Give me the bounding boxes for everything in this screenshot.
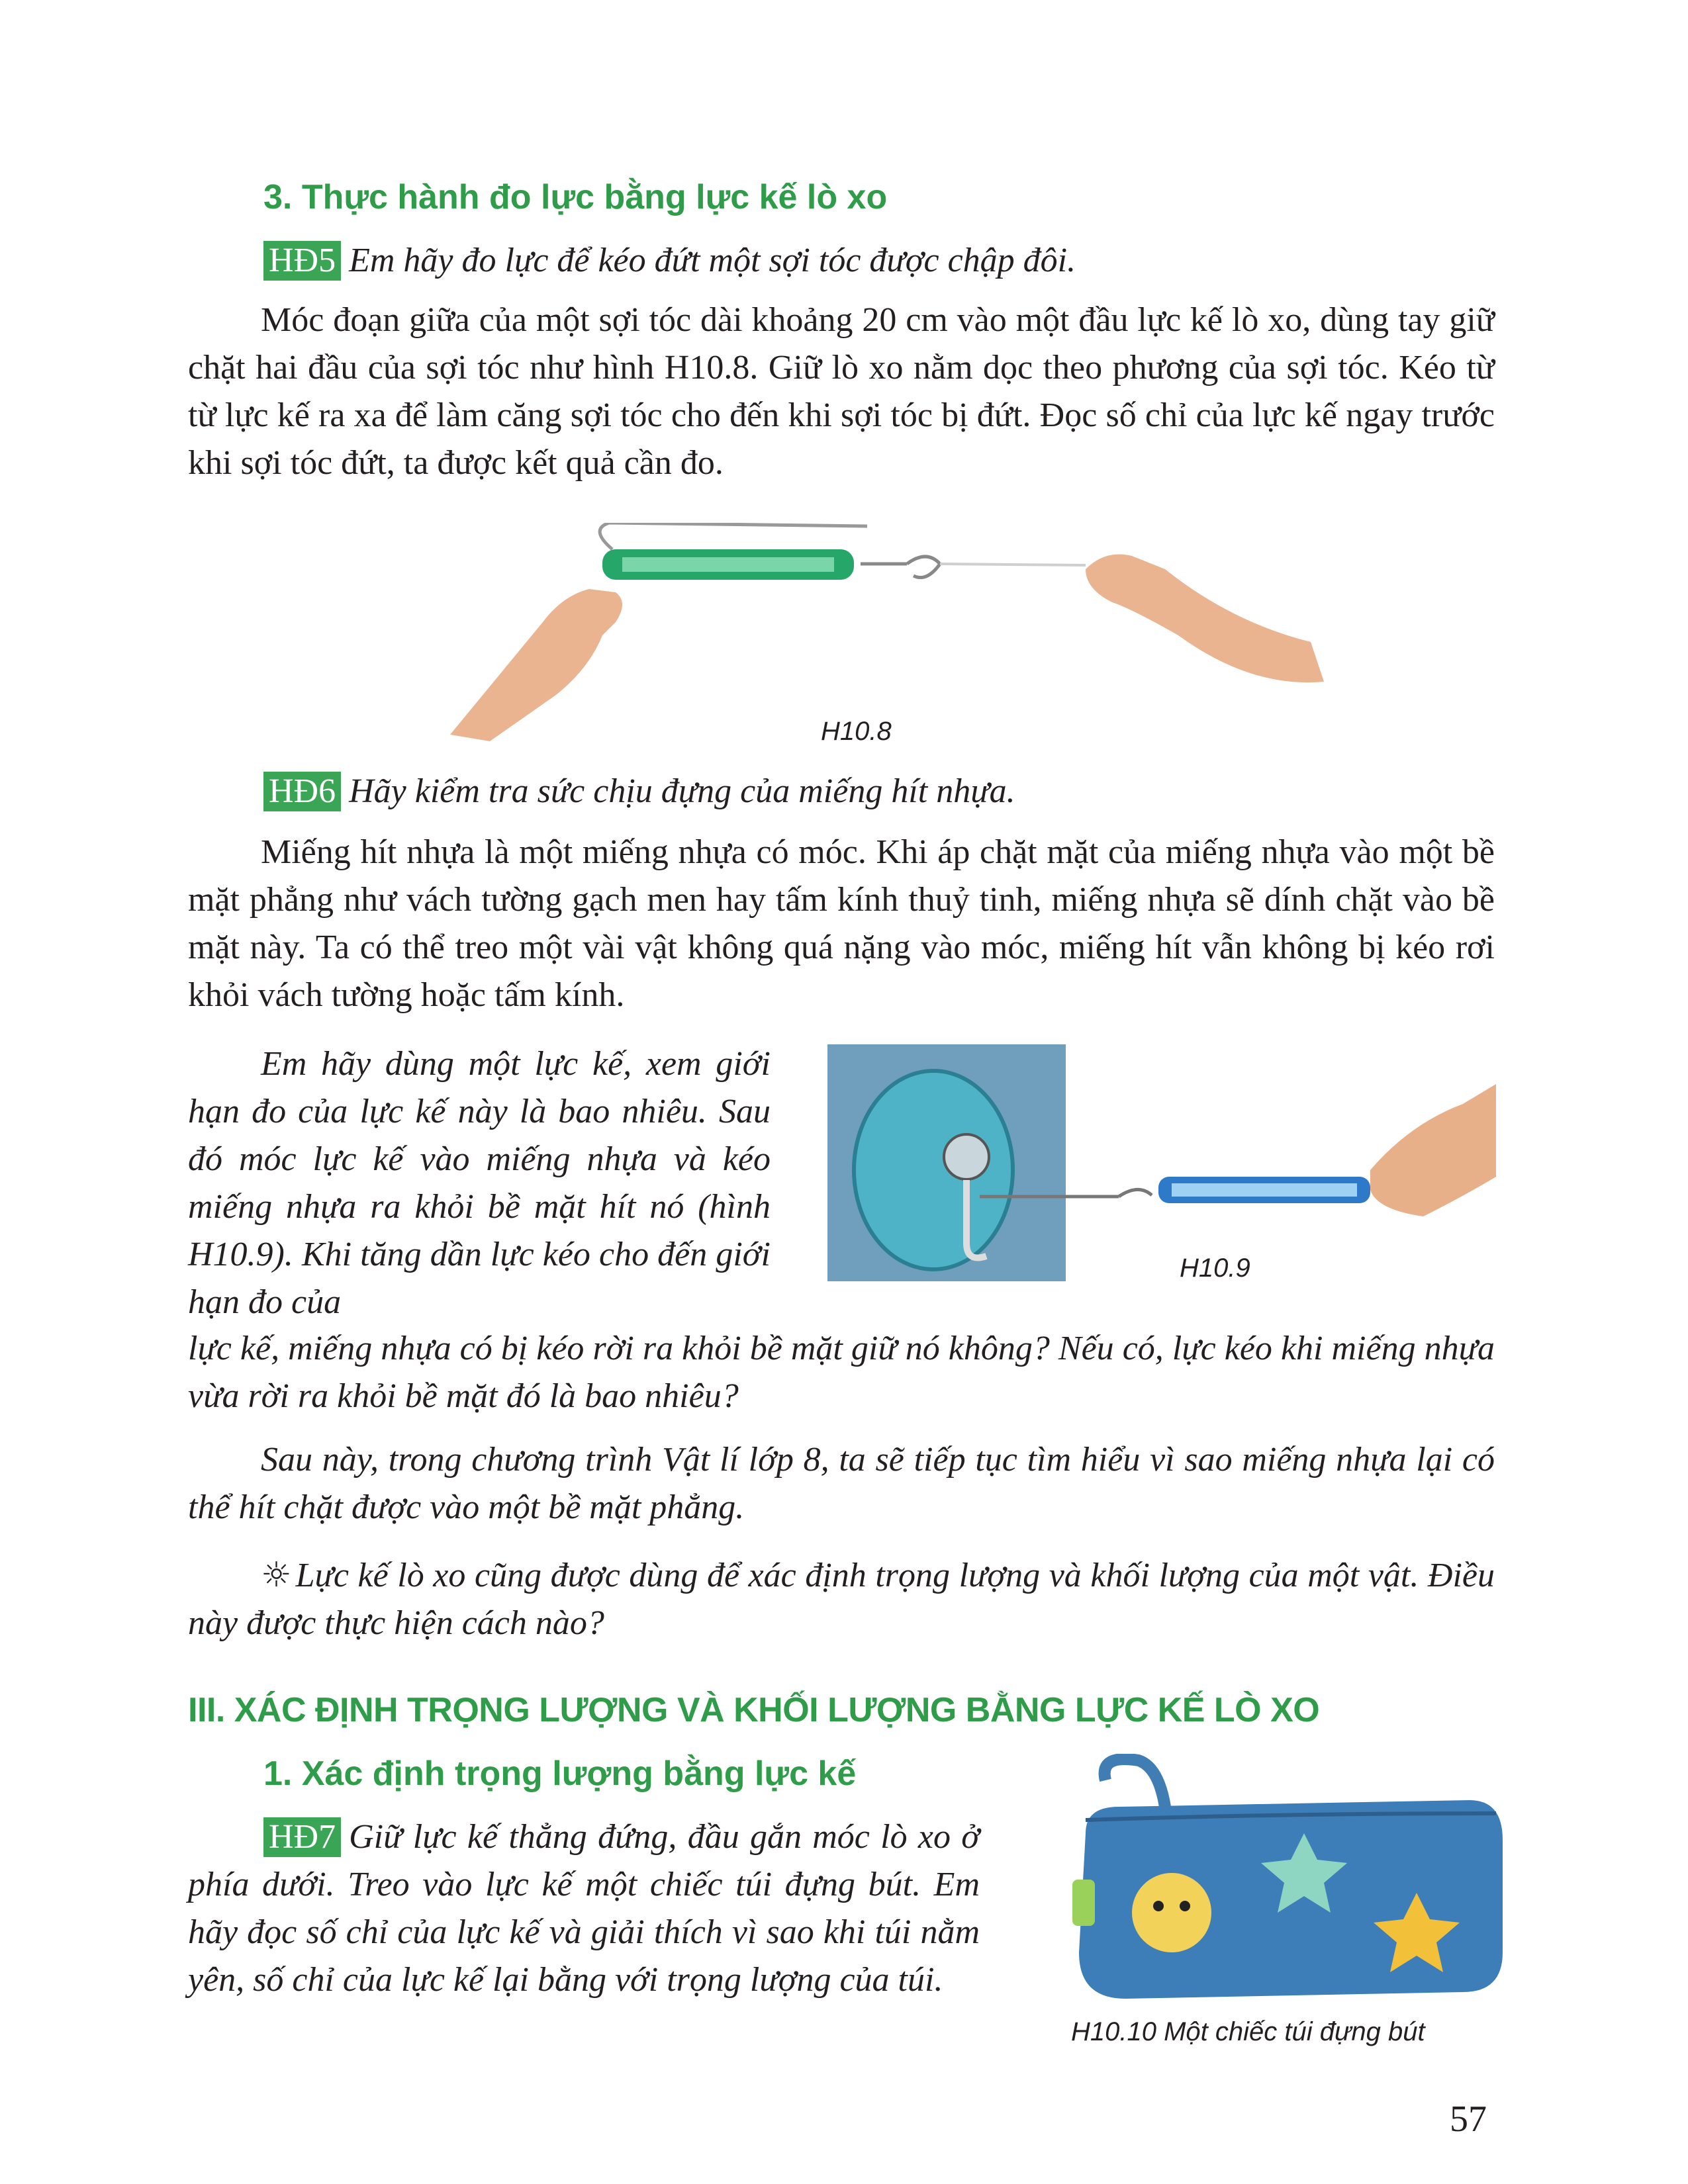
sun-icon: ☼ xyxy=(261,1555,292,1595)
figure-h10-9-caption: H10.9 xyxy=(1180,1253,1250,1283)
hd6-task-part2: lực kế, miếng nhựa có bị kéo rời ra khỏi bề mặt giữ nó không? Nếu có, lực kéo khi miếng nhựa vừa rời ra khỏi bề mặt đó là bao nhiêu? xyxy=(188,1330,1495,1415)
hd6-badge: HĐ6 xyxy=(263,772,341,811)
wrist-strap xyxy=(1105,1759,1165,1807)
pulling-hand xyxy=(1370,1084,1496,1216)
zipper-pull xyxy=(1072,1880,1095,1926)
figure-h10-9 xyxy=(827,1044,1496,1283)
hd5-body: Móc đoạn giữa của một sợi tóc dài khoảng 20 cm vào một đầu lực kế lò xo, dùng tay giữ chặt hai đầu của sợi tóc như hình H10.8. Giữ lò xo nằm dọc theo phương của sợi tóc. Kéo từ từ lực kế ra xa để làm căng sợi tóc cho đến khi sợi tóc bị đứt. Đọc số chỉ của lực kế ngay trước khi sợi tóc đứt, ta được kết quả cần đo. xyxy=(188,301,1495,482)
question-text: Lực kế lò xo cũng được dùng để xác định trọng lượng và khối lượng của một vật. Điều này được thực hiện cách nào? xyxy=(188,1557,1495,1642)
figure-h10-8-caption: H10.8 xyxy=(821,717,892,746)
hd7-body: Giữ lực kế thẳng đứng, đầu gắn móc lò xo ở phía dưới. Treo vào lực kế một chiếc túi đựng bút. Em hãy đọc số chỉ của lực kế và giải thích vì sao khi túi nằm yên, số chỉ của lực kế lại bằng với trọng lượng của túi. xyxy=(188,1818,980,1999)
cat-patch xyxy=(1132,1873,1211,1952)
section-iii-1-heading: 1. Xác định trọng lượng bằng lực kế xyxy=(263,1754,857,1793)
question-paragraph xyxy=(188,1551,1495,1647)
hd6-prompt-line xyxy=(263,768,1495,815)
hd6-body: Miếng hít nhựa là một miếng nhựa có móc. Khi áp chặt mặt của miếng nhựa vào một bề mặt phẳng như vách tường gạch men hay tấm kính thuỷ tinh, miếng nhựa sẽ dính chặt vào bề mặt này. Ta có thể treo một vài vật không quá nặng vào móc, miếng hít vẫn không bị kéo rơi khỏi vách tường hoặc tấm kính. xyxy=(188,833,1495,1014)
hd7-badge: HĐ7 xyxy=(263,1817,341,1857)
left-hand xyxy=(450,589,622,741)
suction-cup xyxy=(854,1071,1013,1269)
hd6-prompt: Hãy kiểm tra sức chịu đựng của miếng hít nhựa. xyxy=(349,772,1015,810)
later-note: Sau này, trong chương trình Vật lí lớp 8, ta sẽ tiếp tục tìm hiểu vì sao miếng nhựa lại có thể hít chặt được vào một bề mặt phẳng. xyxy=(188,1441,1495,1526)
hd5-prompt-line xyxy=(263,237,1495,285)
right-hand xyxy=(1086,555,1324,683)
section-3-heading: 3. Thực hành đo lực bằng lực kế lò xo xyxy=(263,178,888,216)
hd7-paragraph xyxy=(188,1813,980,2004)
spring-scale-hair-illustration xyxy=(450,523,1324,741)
hd6-task-part1: Em hãy dùng một lực kế, xem giới hạn đo của lực kế này là bao nhiêu. Sau đó móc lực kế vào miếng nhựa và kéo miếng nhựa ra khỏi bề mặt hít nó (hình H10.9). Khi tăng dần lực kéo cho đến giới hạn đo của xyxy=(188,1045,771,1321)
figure-h10-8 xyxy=(450,523,1324,741)
section-iii-heading: III. XÁC ĐỊNH TRỌNG LƯỢNG VÀ KHỐI LƯỢNG BẰNG LỰC KẾ LÒ XO xyxy=(188,1691,1320,1729)
figure-h10-10 xyxy=(1059,1754,1509,2012)
hd5-badge: HĐ5 xyxy=(263,241,341,281)
hd5-prompt: Em hãy đo lực để kéo đứt một sợi tóc được chập đôi. xyxy=(349,242,1076,279)
figure-h10-10-caption: H10.10 Một chiếc túi đựng bút xyxy=(1071,2017,1425,2046)
hair-strand xyxy=(940,564,1086,565)
hook-icon xyxy=(907,557,940,578)
page-number: 57 xyxy=(1450,2099,1487,2140)
